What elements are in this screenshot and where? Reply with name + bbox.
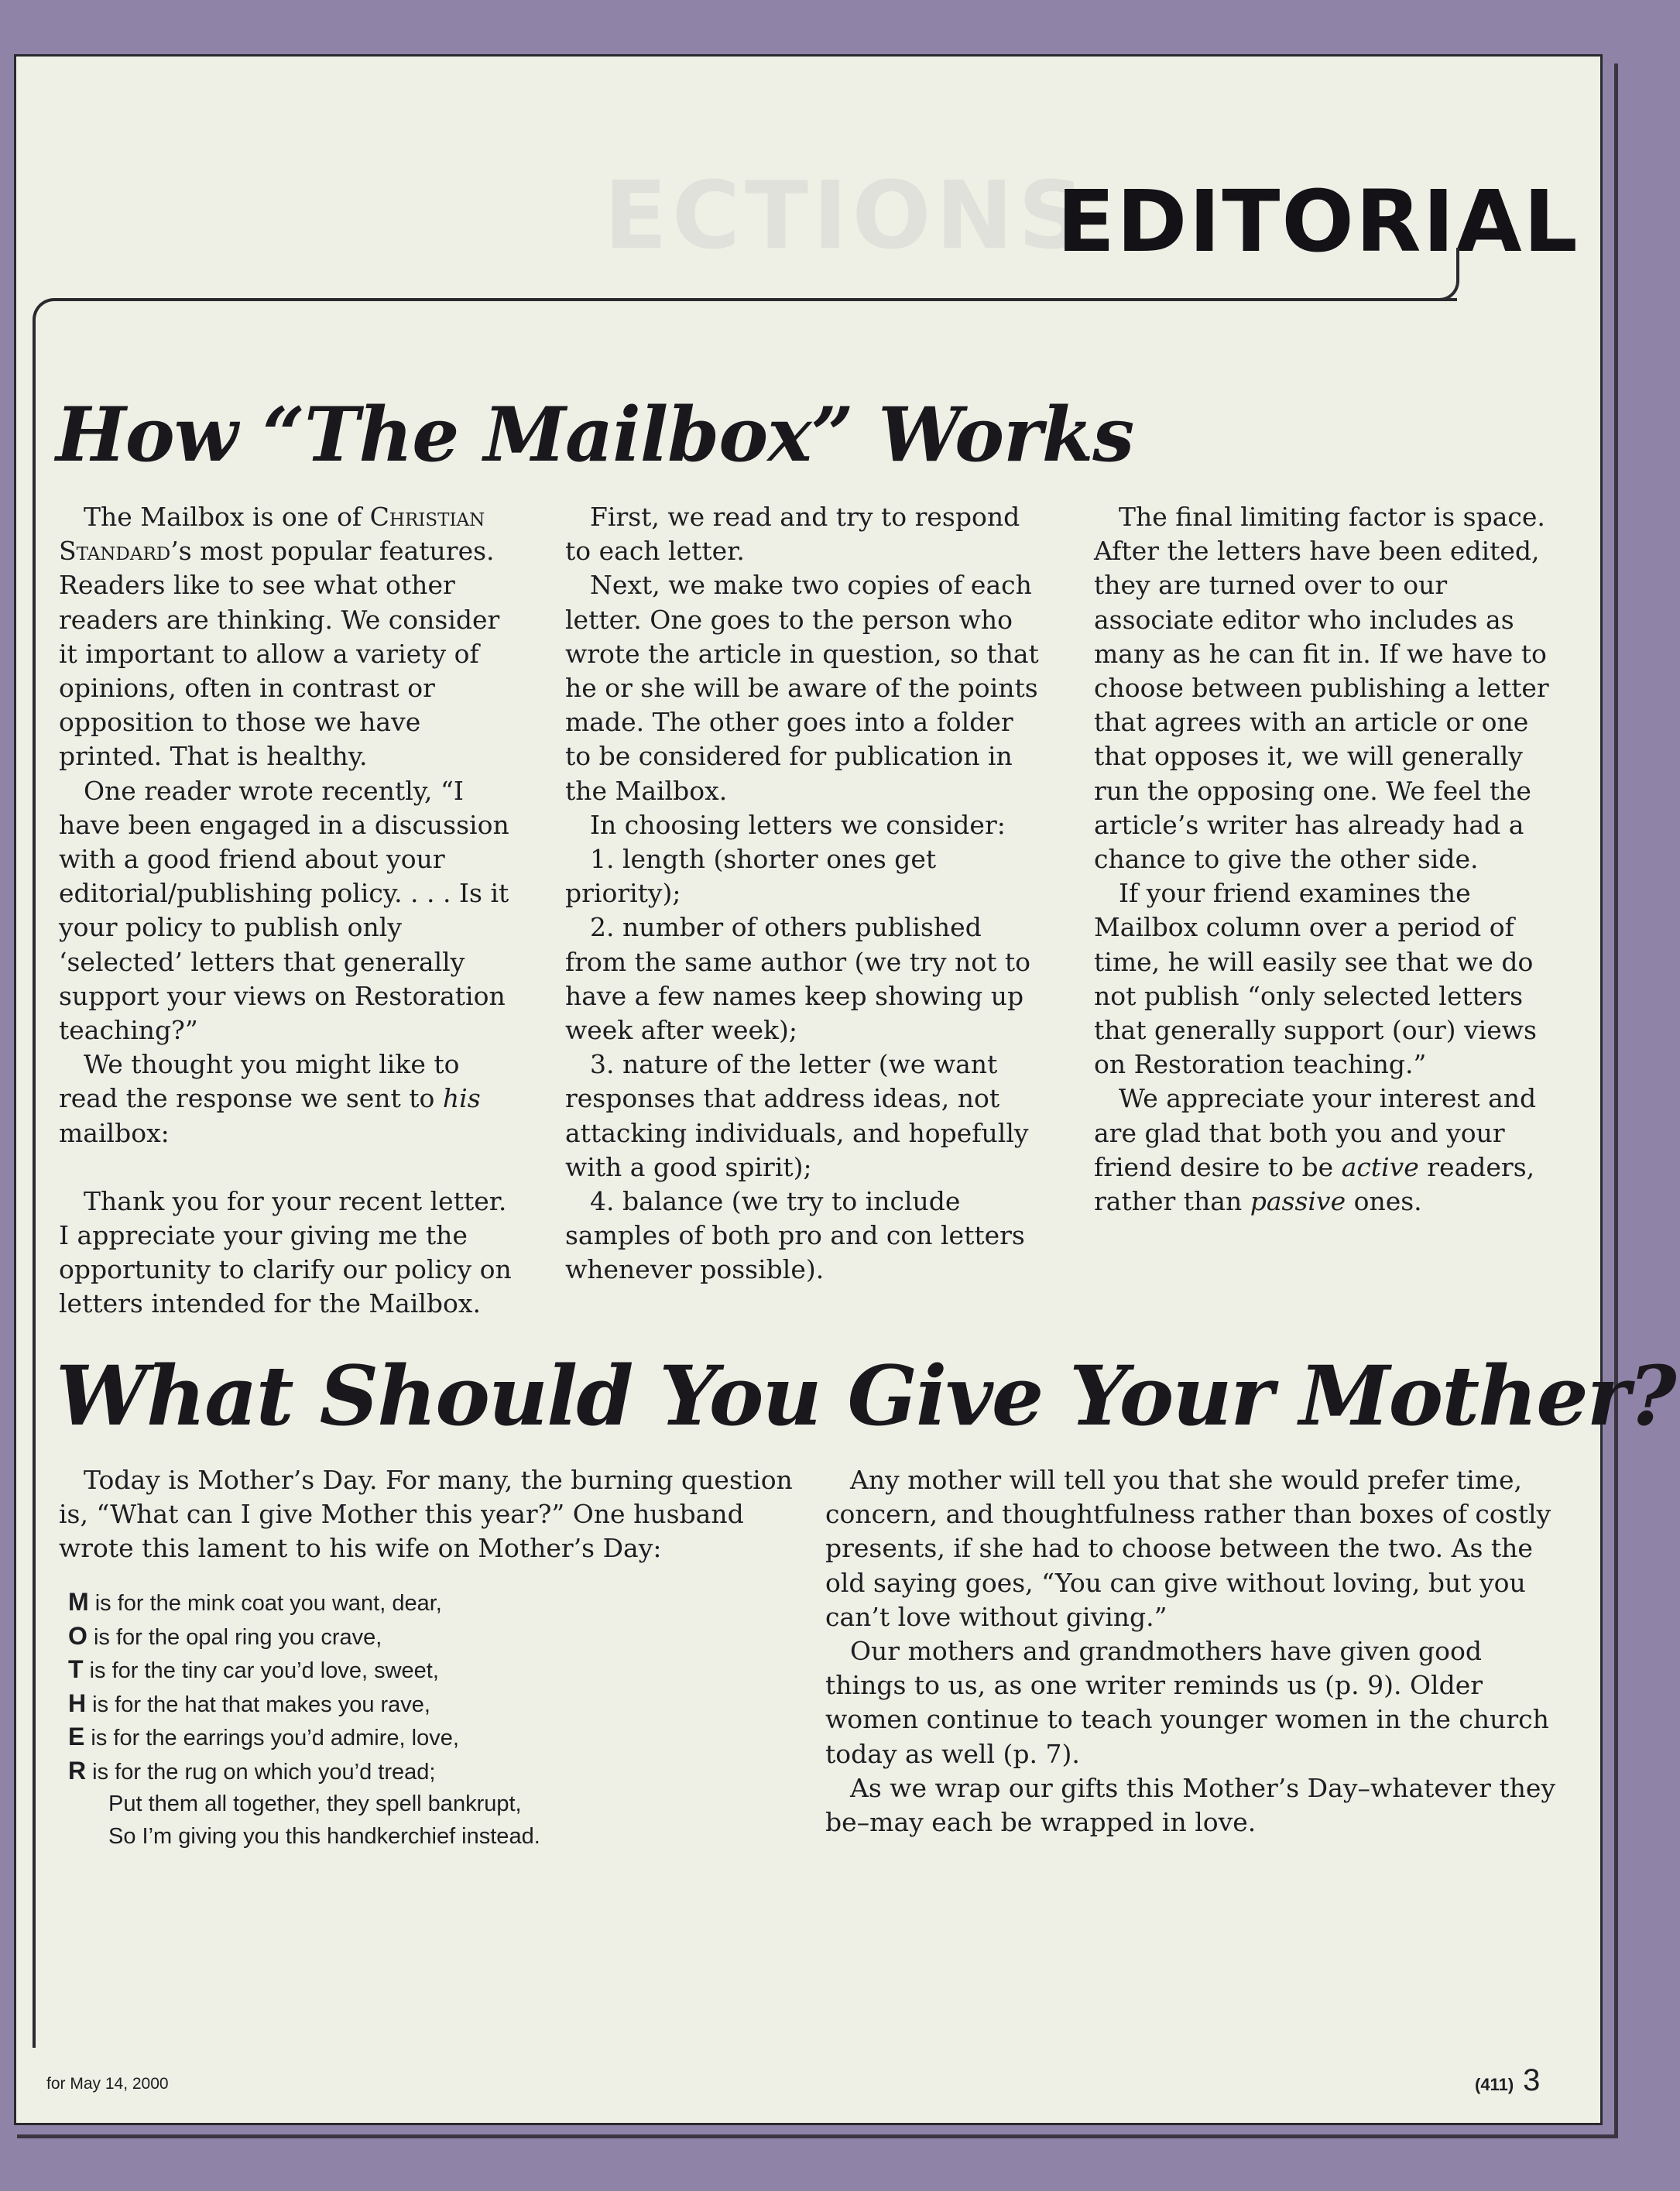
page-number: 3 (1523, 2063, 1541, 2097)
poem-line: E is for the earrings you’d admire, love, (68, 1723, 459, 1750)
section-masthead: EDITORIAL (1057, 172, 1579, 271)
criteria-item: 3. nature of the letter (we want responses that address ideas, not attacking individuals, and hopefully with a good spirit); (565, 1049, 1029, 1182)
mailbox-column-1 (59, 500, 523, 1322)
poem-line: M is for the mink coat you want, dear, (68, 1588, 442, 1616)
poem-line: T is for the tiny car you’d love, sweet, (68, 1655, 439, 1683)
mailbox-paragraph: One reader wrote recently, “I have been engaged in a discussion with a good friend about your editorial/publishing policy. . . . Is it your policy to publish only ‘selected’ letters that generally support your views on Restoration teaching?” (59, 775, 509, 1046)
poem-line: O is for the opal ring you crave, (68, 1621, 382, 1650)
mailbox-paragraph: Thank you for your recent letter. I appreciate your giving me the opportunity to clarify our policy on letters intended for the Mailbox. (59, 1185, 512, 1319)
mother-paragraph: As we wrap our gifts this Mother’s Day–whatever they be–may each be wrapped in love. (825, 1772, 1556, 1838)
mailbox-headline: How “The Mailbox” Works (56, 391, 1134, 478)
mother-paragraph: Our mothers and grandmothers have given good things to us, as one writer reminds us (p. 9). Older women continue to teach younger women in the church today as well (p. 7). (825, 1636, 1549, 1769)
mailbox-column-3 (1094, 500, 1566, 1219)
poem-closing-line: Put them all together, they spell bankrupt, (108, 1792, 522, 1816)
criteria-item: 4. balance (we try to include samples of both pro and con letters whenever possible). (565, 1186, 1025, 1285)
page-code: (411) (1475, 2075, 1514, 2094)
mailbox-paragraph: Next, we make two copies of each letter. One goes to the person who wrote the article in question, so that he or she will be aware of the points made. The other goes into a folder to be considered for publication in the Mailbox. (565, 570, 1039, 806)
poem-line: H is for the hat that makes you rave, (68, 1689, 430, 1717)
mailbox-paragraph: First, we read and try to respond to each letter. (565, 502, 1020, 567)
poem-closing-line: So I’m giving you this handkerchief instead. (108, 1823, 540, 1849)
mother-column-2 (825, 1463, 1569, 1840)
issue-date: for May 14, 2000 (46, 2075, 169, 2093)
mailbox-paragraph: In choosing letters we consider: (590, 809, 1006, 840)
acrostic-poem (68, 1586, 687, 1853)
criteria-item: 2. number of others published from the same author (we try not to have a few names keep showing up week after week); (565, 912, 1030, 1046)
mailbox-paragraph: The Mailbox is one of Christian Standard’s most popular features. Readers like to see what other readers are thinking. We consider it important to allow a variety of opinions, often in contrast or opposition to those we have printed. That is healthy. (59, 502, 500, 772)
mailbox-paragraph: We thought you might like to read the response we sent to his mailbox: (59, 1049, 481, 1148)
page-number-block (1475, 2063, 1540, 2098)
mailbox-paragraph: We appreciate your interest and are glad that both you and your friend desire to be active readers, rather than passive ones. (1094, 1083, 1537, 1217)
mailbox-paragraph: If your friend examines the Mailbox column over a period of time, he will easily see that we do not publish “only selected letters that generally support (our) views on Restoration teaching.” (1094, 878, 1537, 1080)
mailbox-column-2 (565, 500, 1045, 1288)
mother-paragraph: Any mother will tell you that she would prefer time, concern, and thoughtfulness rather than boxes of costly presents, if she had to choose between the two. As the old saying goes, “You can give without loving, but you can’t love without giving.” (825, 1465, 1551, 1632)
bleed-through-text: ECTIONS (604, 163, 1090, 270)
mother-intro: Today is Mother’s Day. For many, the burning question is, “What can I give Mother this year?” One husband wrote this lament to his wife on Mother’s Day: (59, 1465, 793, 1564)
criteria-item: 1. length (shorter ones get priority); (565, 844, 937, 909)
mailbox-paragraph: The final limiting factor is space. After the letters have been edited, they are turned over to our associate editor who includes as many as he can fit in. If we have to choose between publishing a letter that agrees with an article or one that opposes it, we will generally run the opposing one. We feel the article’s writer has already had a chance to give the other side. (1094, 502, 1549, 875)
mother-column-1 (59, 1463, 794, 1566)
mother-headline: What Should You Give Your Mother? (56, 1347, 1675, 1444)
poem-line: R is for the rug on which you’d tread; (68, 1756, 436, 1785)
